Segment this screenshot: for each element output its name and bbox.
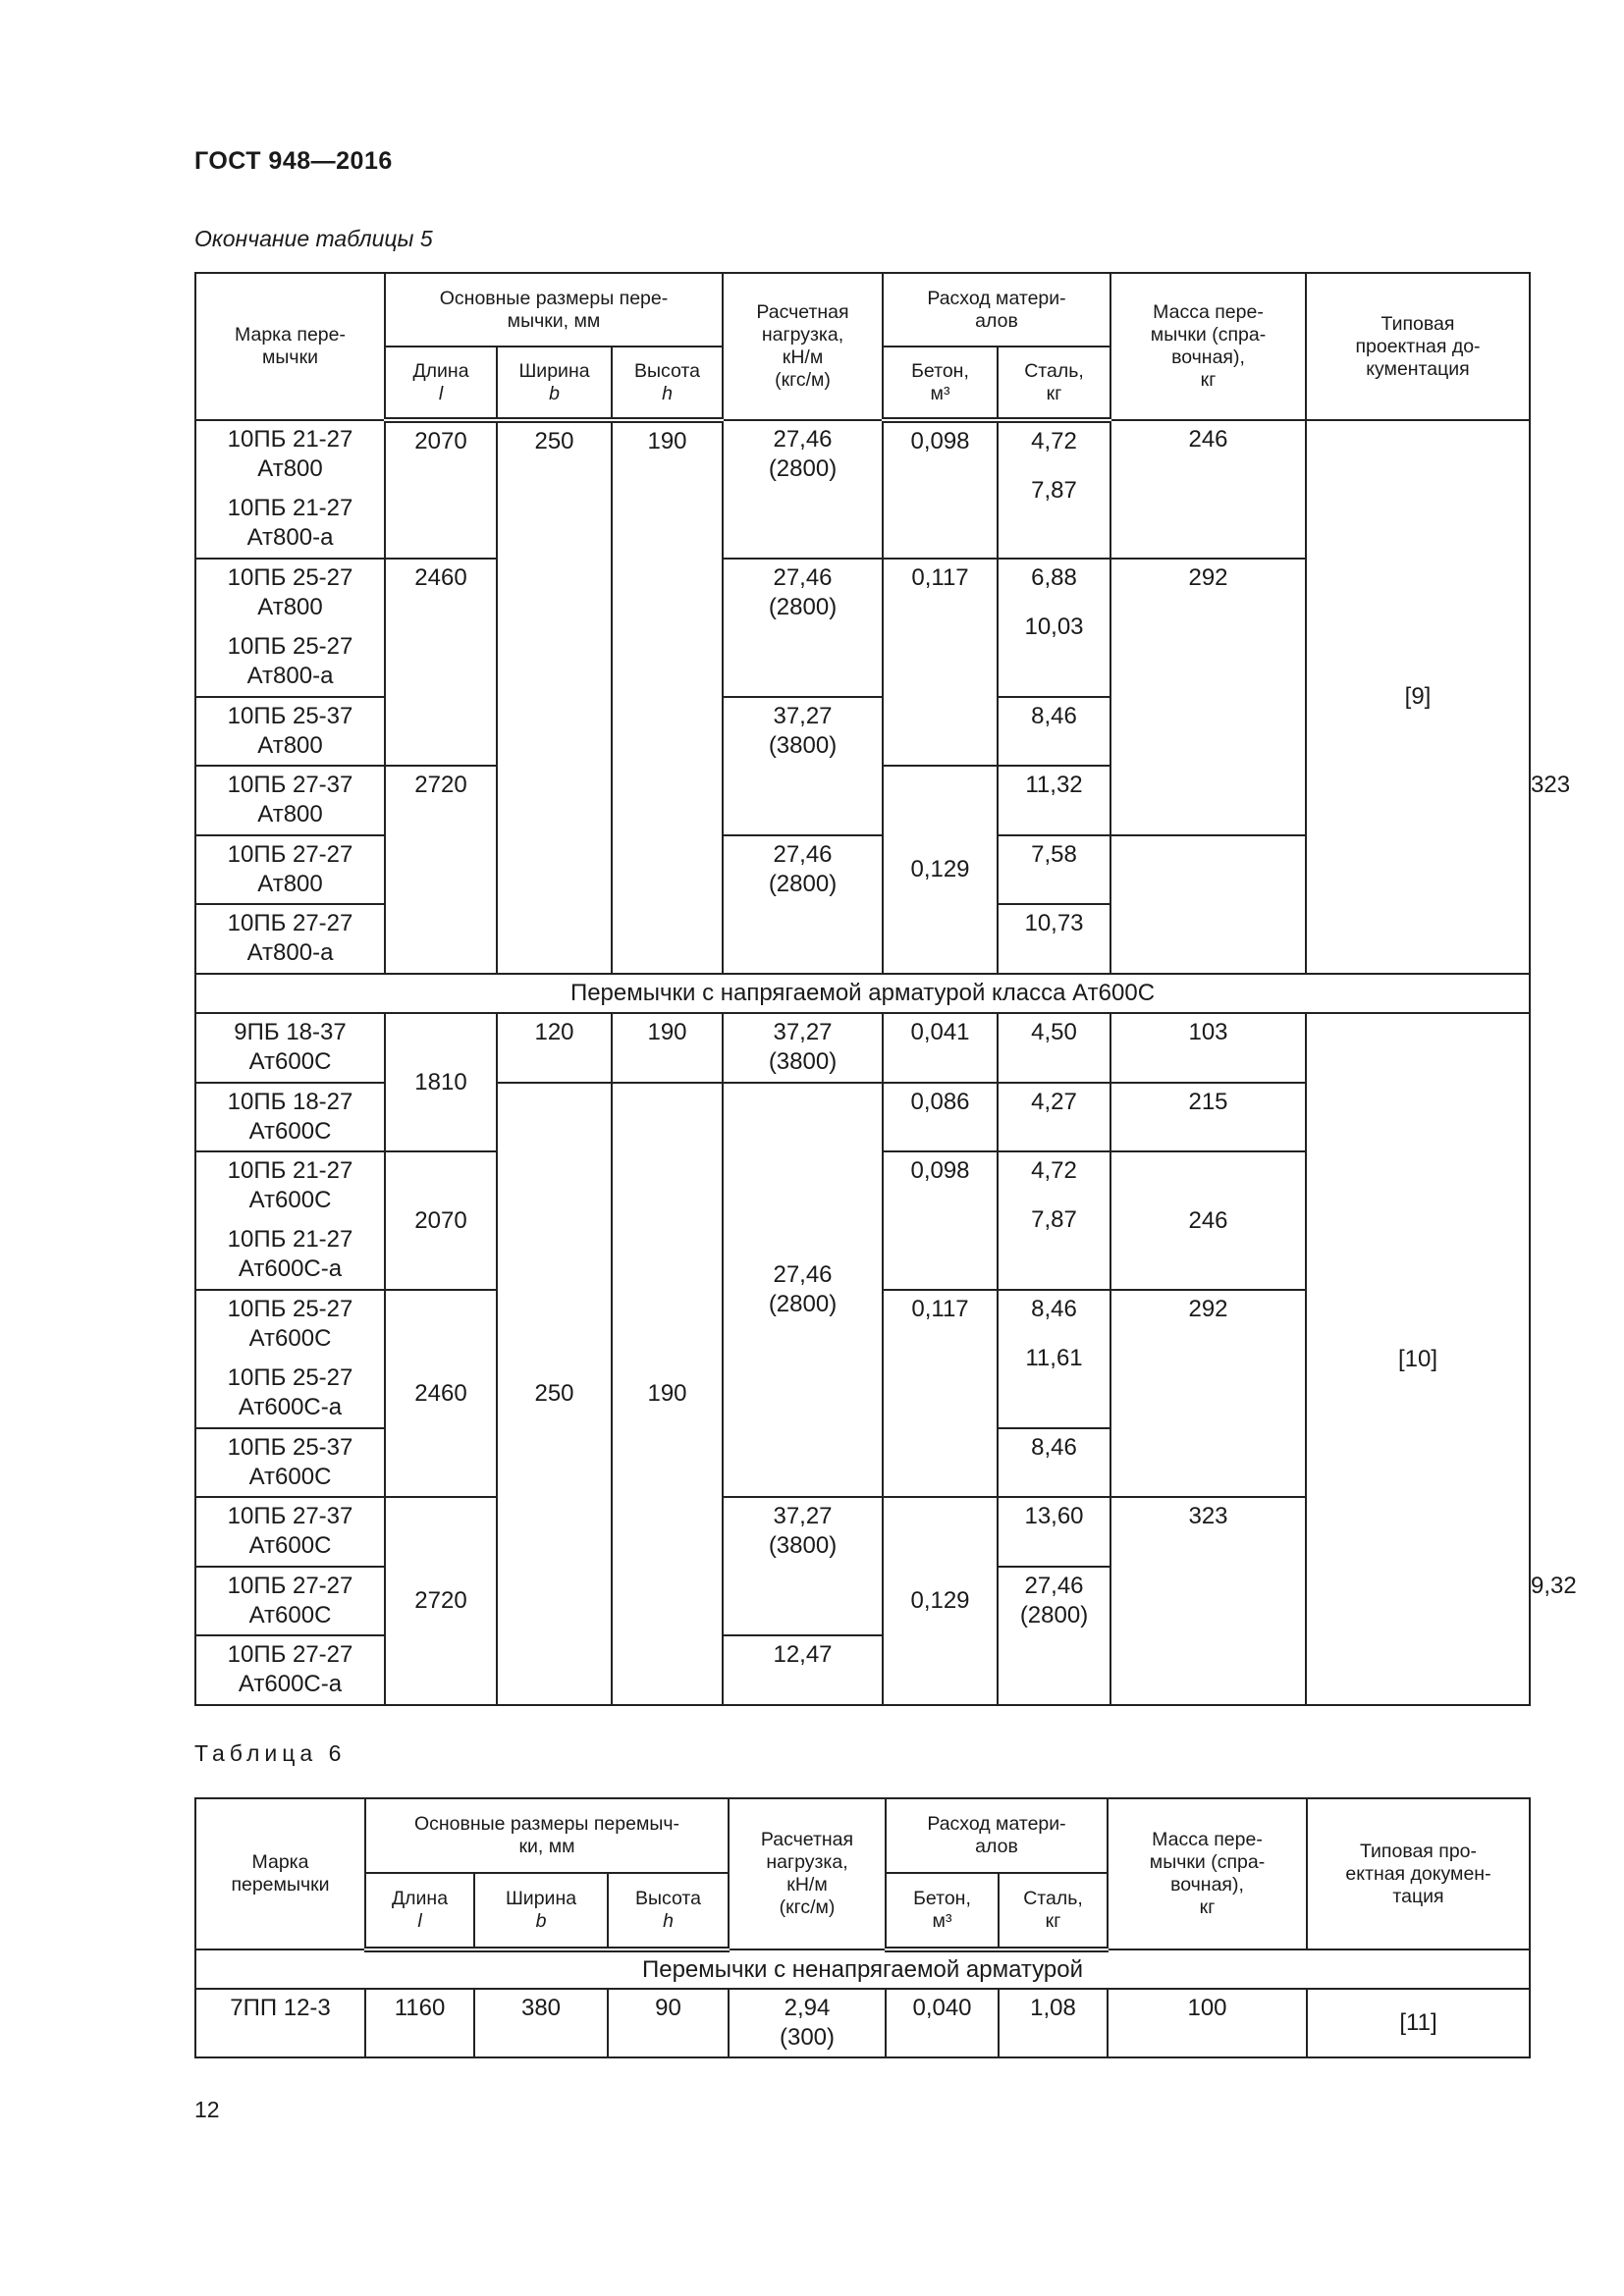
table-6-caption: Таблица 6 <box>194 1740 347 1766</box>
table-cell: 13,60 <box>998 1497 1110 1567</box>
table-cell: 10ПБ 18-27 Ат600С <box>195 1083 385 1151</box>
header-docs: Типовая проектная до- кументация <box>1306 273 1530 420</box>
table-cell: 1160 <box>365 1989 474 2057</box>
table-cell: 4,50 <box>998 1013 1110 1083</box>
table-cell: 2460 <box>385 1290 497 1497</box>
table-cell: 380 <box>474 1989 608 2057</box>
table-cell: 27,46 (2800) <box>998 1567 1110 1705</box>
header-concrete: Бетон, м³ <box>883 347 998 420</box>
table-cell: 10ПБ 21-27 Ат600С 10ПБ 21-27 Ат600С-а <box>195 1151 385 1290</box>
table-cell: 27,46 (2800) <box>723 559 883 697</box>
table-cell: 10ПБ 21-27 Ат800 10ПБ 21-27 Ат800-а <box>195 420 385 559</box>
table-cell: 8,46 11,61 <box>998 1290 1110 1428</box>
group-header: Перемычки с напрягаемой арматурой класса Ат600С <box>195 974 1530 1013</box>
table-cell: 9ПБ 18-37 Ат600С <box>195 1013 385 1083</box>
table-cell: 292 <box>1110 559 1306 835</box>
header-length: Длина l <box>385 347 497 420</box>
table-cell: 0,129 <box>883 1497 998 1705</box>
header-height: Высота h <box>608 1873 729 1949</box>
table-cell: 100 <box>1108 1989 1307 2057</box>
table-cell: 27,46 (2800) <box>723 1083 883 1497</box>
table-cell: 250 <box>497 420 612 974</box>
table-cell: 190 <box>612 1013 723 1083</box>
document-title: ГОСТ 948—2016 <box>194 147 393 175</box>
table-cell: 323 <box>1110 1497 1306 1705</box>
header-steel: Сталь, кг <box>999 1873 1108 1949</box>
table-cell: 103 <box>1110 1013 1306 1083</box>
header-concrete: Бетон, м³ <box>886 1873 999 1949</box>
header-mark: Марка перемычки <box>195 1798 365 1949</box>
table-cell: 2460 <box>385 559 497 766</box>
table-5: Марка пере- мычки Основные размеры пере- мычки, мм Расчетная нагрузка, кН/м (кгс/м) Расход матери- алов Масса пере- мычки (спра- вочная), кг Типовая проектная до- кументация Длина l Ширина b Высота h Бетон, м³ Сталь, кг 10ПБ 21-27 Ат800 10ПБ 21-27 Ат800-а 2070 250 190 27,46 (2800) 0,098 4,72 7,87 246 [9] 10ПБ 25-27 Ат800 10ПБ 25-27 Ат800-а 2460 27,46 (2800) 0,117 6,88 10,03 292 10ПБ 25-37 Ат800 37,27 (3800) 8,46 10ПБ 27-37 Ат800 2720 0,129 11,32 323 10ПБ 27-27 Ат800 27,46 (2800) 7,58 10ПБ 27-27 Ат800-а 10,73 Перемычки с напрягаемой арматурой класса Ат600С 9ПБ 18-37 Ат600С 1810 120 190 37,27 (3800) 0,041 4,50 103 [10] 10ПБ 18-27 Ат600С 250 190 27,46 (2800) 0,086 4,27 215 10ПБ 21-27 Ат600С 10ПБ 21-27 Ат600С-а 2070 0,098 4,72 7,87 246 10ПБ 25-27 Ат600С 10ПБ 25-27 Ат600С-а 2460 0,117 8,46 11,61 292 10ПБ 25-37 Ат600С 8,46 10ПБ 27-37 Ат600С 2720 37,27 (3800) 0,129 13,60 323 10ПБ 27-27 Ат600С 27,46 (2800) 9,32 10ПБ 27-27 Ат600С-а 12,47 <box>194 272 1531 1706</box>
table-cell: 0,041 <box>883 1013 998 1083</box>
header-materials: Расход матери- алов <box>883 273 1110 347</box>
table-cell: 4,27 <box>998 1083 1110 1151</box>
table-cell: 12,47 <box>723 1635 883 1705</box>
table-cell: 190 <box>612 420 723 974</box>
header-load: Расчетная нагрузка, кН/м (кгс/м) <box>723 273 883 420</box>
table-cell: 190 <box>612 1083 723 1705</box>
table-cell: 1810 <box>385 1013 497 1151</box>
header-mass: Масса пере- мычки (спра- вочная), кг <box>1110 273 1306 420</box>
table-cell: 2070 <box>385 1151 497 1290</box>
table-cell: 0,086 <box>883 1083 998 1151</box>
table-cell: 10ПБ 25-37 Ат600С <box>195 1428 385 1497</box>
page-number: 12 <box>194 2097 220 2122</box>
table-cell: 27,46 (2800) <box>723 835 883 974</box>
table-cell: 10,73 <box>998 904 1110 974</box>
table-cell: 37,27 (3800) <box>723 1497 883 1635</box>
table-cell: 7ПП 12-3 <box>195 1989 365 2057</box>
table-cell: 2070 <box>385 420 497 559</box>
table-cell: 90 <box>608 1989 729 2057</box>
header-width: Ширина b <box>474 1873 608 1949</box>
table-cell: 215 <box>1110 1083 1306 1151</box>
table-cell: 27,46 (2800) <box>723 420 883 559</box>
table-cell: 10ПБ 27-37 Ат600С <box>195 1497 385 1567</box>
table-cell: 10ПБ 25-27 Ат800 10ПБ 25-27 Ат800-а <box>195 559 385 697</box>
header-mass: Масса пере- мычки (спра- вочная), кг <box>1108 1798 1307 1949</box>
table-cell: 2,94 (300) <box>729 1989 886 2057</box>
table-cell: 0,040 <box>886 1989 999 2057</box>
table-5-continuation-caption: Окончание таблицы 5 <box>194 226 433 251</box>
table-cell: 292 <box>1110 1290 1306 1497</box>
table-cell: 10ПБ 25-27 Ат600С 10ПБ 25-27 Ат600С-а <box>195 1290 385 1428</box>
table-cell: 10ПБ 27-27 Ат800-а <box>195 904 385 974</box>
header-steel: Сталь, кг <box>998 347 1110 420</box>
table-cell: 2720 <box>385 766 497 974</box>
table-cell: 4,72 7,87 <box>998 420 1110 559</box>
table-cell: 0,129 <box>883 766 998 974</box>
table-cell: 246 <box>1110 420 1306 559</box>
header-docs: Типовая про- ектная докумен- тация <box>1307 1798 1530 1949</box>
table-cell: 246 <box>1110 1151 1306 1290</box>
table-cell: 10ПБ 27-37 Ат800 <box>195 766 385 835</box>
header-load: Расчетная нагрузка, кН/м (кгс/м) <box>729 1798 886 1949</box>
table-cell: 0,098 <box>883 420 998 559</box>
table-cell: 8,46 <box>998 1428 1110 1497</box>
table-cell: 37,27 (3800) <box>723 697 883 835</box>
header-mark: Марка пере- мычки <box>195 273 385 420</box>
header-dimensions: Основные размеры перемыч- ки, мм <box>365 1798 729 1873</box>
table-cell: [9] <box>1306 420 1530 974</box>
header-materials: Расход матери- алов <box>886 1798 1108 1873</box>
table-cell: 120 <box>497 1013 612 1083</box>
header-width: Ширина b <box>497 347 612 420</box>
table-cell: 0,117 <box>883 559 998 766</box>
table-cell: 4,72 7,87 <box>998 1151 1110 1290</box>
group-header: Перемычки с ненапрягаемой арматурой <box>195 1949 1530 1989</box>
header-dimensions: Основные размеры пере- мычки, мм <box>385 273 723 347</box>
table-cell: 10ПБ 27-27 Ат600С <box>195 1567 385 1635</box>
table-cell: [11] <box>1307 1989 1530 2057</box>
header-length: Длина l <box>365 1873 474 1949</box>
header-height: Высота h <box>612 347 723 420</box>
table-cell: 37,27 (3800) <box>723 1013 883 1083</box>
table-cell: 1,08 <box>999 1989 1108 2057</box>
table-cell: 250 <box>497 1083 612 1705</box>
table-cell: [10] <box>1306 1013 1530 1705</box>
table-cell: 7,58 <box>998 835 1110 904</box>
table-cell: 0,117 <box>883 1290 998 1497</box>
table-cell: 10ПБ 27-27 Ат800 <box>195 835 385 904</box>
table-6 <box>194 1797 1531 2058</box>
table-cell: 2720 <box>385 1497 497 1705</box>
table-cell: 6,88 10,03 <box>998 559 1110 697</box>
table-cell: 11,32 <box>998 766 1110 835</box>
table-cell: 10ПБ 27-27 Ат600С-а <box>195 1635 385 1705</box>
table-cell: 8,46 <box>998 697 1110 766</box>
table-cell: 0,098 <box>883 1151 998 1290</box>
table-cell: 10ПБ 25-37 Ат800 <box>195 697 385 766</box>
